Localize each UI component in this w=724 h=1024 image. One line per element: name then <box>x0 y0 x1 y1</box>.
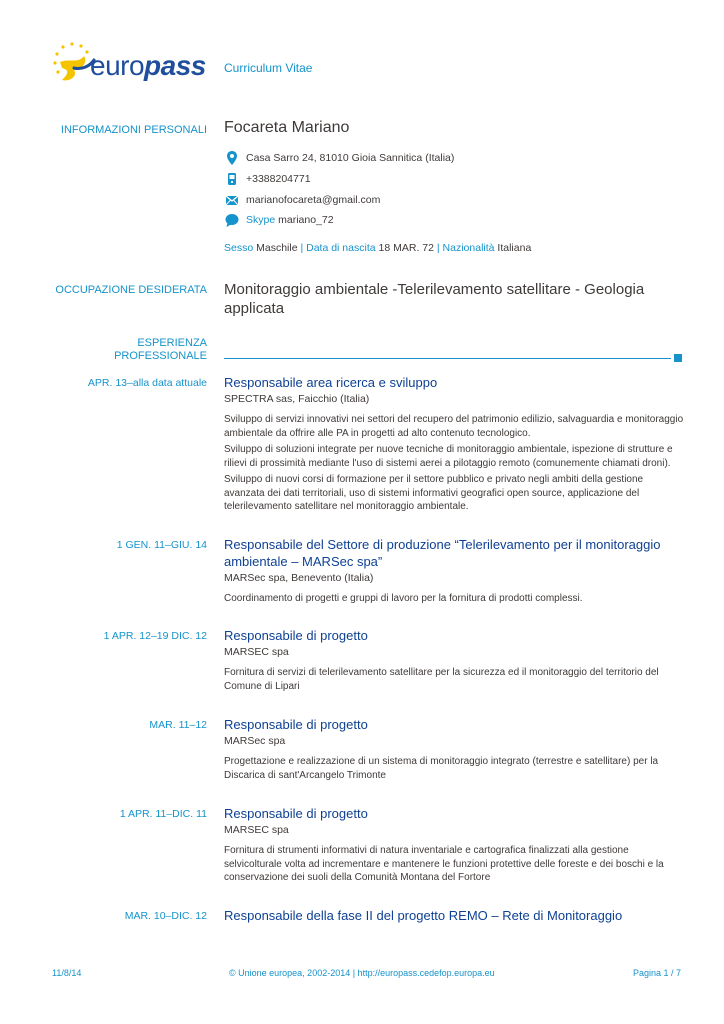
job-employer: MARSEC spa <box>224 824 289 836</box>
job-description: Sviluppo di nuovi corsi di formazione per il settore pubblico e privato negli ambiti della gestione avanzata dei dati territoriali, uso di sistemi informativi geografici open source, applicazione del telerilevamento satellitare nel monitoraggio ambientale. <box>224 474 644 512</box>
phone-row <box>224 171 311 187</box>
job-date: 1 APR. 11–DIC. 11 <box>119 808 207 820</box>
birth-label: Data di nascita <box>306 242 376 254</box>
person-name: Focareta Mariano <box>224 119 350 136</box>
footer-date: 11/8/14 <box>52 968 82 978</box>
phone-icon <box>224 171 240 187</box>
job-date: MAR. 11–12 <box>149 719 207 731</box>
job-employer: MARSec spa <box>224 735 286 747</box>
job-employer: MARSec spa, Benevento (Italia) <box>224 572 374 584</box>
job-date: 1 APR. 12–19 DIC. 12 <box>103 630 207 642</box>
sex-label: Sesso <box>224 242 254 254</box>
job-title: Responsabile di progetto <box>224 628 368 643</box>
job-description: Sviluppo di soluzioni integrate per nuove tecniche di monitoraggio ambientale, ispezione di strutture e rilievi di prossimità mediante l'uso di sistemi aerei a pilotaggio remoto (comunemente chiamati droni). <box>224 444 673 469</box>
separator: | <box>436 242 440 254</box>
job-entry <box>224 716 684 782</box>
address-text: Casa Sarro 24, 81010 Gioia Sannitica (Italia) <box>246 152 455 164</box>
job-employer: SPECTRA sas, Faicchio (Italia) <box>224 393 370 405</box>
sex-value: Maschile <box>256 242 298 254</box>
document-title: Curriculum Vitae <box>224 61 313 75</box>
section-label-line: PROFESSIONALE <box>114 350 207 362</box>
section-label-personal: INFORMAZIONI PERSONALI <box>60 124 207 136</box>
job-entry <box>224 536 684 606</box>
section-label-experience <box>40 337 207 363</box>
job-description: Fornitura di servizi di telerilevamento satellitare per la sicurezza ed il monitoraggio del territorio del Comune di Lipari <box>224 667 659 692</box>
location-pin-icon <box>224 150 240 166</box>
phone-text: +3388204771 <box>246 173 311 185</box>
job-date: 1 GEN. 11–GIU. 14 <box>116 539 207 551</box>
job-description: Coordinamento di progetti e gruppi di lavoro per la fornitura di prodotti complessi. <box>224 593 583 604</box>
job-entry <box>224 907 684 924</box>
job-entry <box>224 374 684 514</box>
section-divider <box>224 358 671 359</box>
job-title: Responsabile di progetto <box>224 806 368 821</box>
separator: | <box>300 242 304 254</box>
job-employer: MARSEC spa <box>224 646 289 658</box>
skype-label: Skype <box>246 214 276 226</box>
footer-page-number: Pagina 1 / 7 <box>632 968 681 978</box>
europass-wordmark <box>90 50 206 82</box>
logo-euro-text: euro <box>90 50 145 81</box>
job-entry <box>224 805 684 885</box>
personal-details-line <box>224 242 531 254</box>
section-divider-square <box>674 354 682 362</box>
job-description: Sviluppo di servizi innovativi nei settori del recupero del patrimonio edilizio, salvaguardia e monitoraggio ambientale da offrire alle PA in progetti ad alto contenuto tecnologico. <box>224 414 684 439</box>
logo-pass-text: pass <box>144 50 206 81</box>
job-description: Fornitura di strumenti informativi di natura inventariale e cartografica finalizzati alla gestione selvicolturale volta ad incrementare e mantenere le funzioni protettive delle foreste e dei boschi e la conservazione dei suoli della Comunità Montana del Fortore <box>224 845 664 883</box>
nationality-label: Nazionalità <box>442 242 495 254</box>
job-entry <box>224 627 684 693</box>
nationality-value: Italiana <box>497 242 532 254</box>
job-description: Progettazione e realizzazione di un sistema di monitoraggio integrato (terrestre e satellitare) per la Discarica di sant'Arcangelo Trimonte <box>224 756 659 781</box>
section-label-line: ESPERIENZA <box>137 337 207 349</box>
section-label-desired: OCCUPAZIONE DESIDERATA <box>55 284 207 296</box>
skype-value: mariano_72 <box>278 214 334 226</box>
chat-icon <box>224 212 240 228</box>
birth-value: 18 MAR. 72 <box>378 242 434 254</box>
email-icon <box>224 192 240 208</box>
footer-copyright[interactable]: © Unione europea, 2002-2014 | http://europass.cedefop.europa.eu <box>229 968 495 978</box>
address-row <box>224 150 454 166</box>
job-title: Responsabile area ricerca e sviluppo <box>224 375 438 390</box>
job-title: Responsabile del Settore di produzione “Telerilevamento per il monitoraggio ambientale – MARSec spa” <box>224 537 661 569</box>
job-title: Responsabile della fase II del progetto REMO – Rete di Monitoraggio <box>224 908 623 923</box>
skype-row <box>224 212 334 228</box>
job-title: Responsabile di progetto <box>224 717 368 732</box>
job-date: MAR. 10–DIC. 12 <box>124 910 207 922</box>
email-text[interactable]: marianofocareta@gmail.com <box>246 194 381 206</box>
job-date: APR. 13–alla data attuale <box>87 377 207 389</box>
email-row <box>224 192 380 208</box>
desired-occupation: Monitoraggio ambientale -Telerilevamento satellitare - Geologia applicata <box>224 281 645 317</box>
